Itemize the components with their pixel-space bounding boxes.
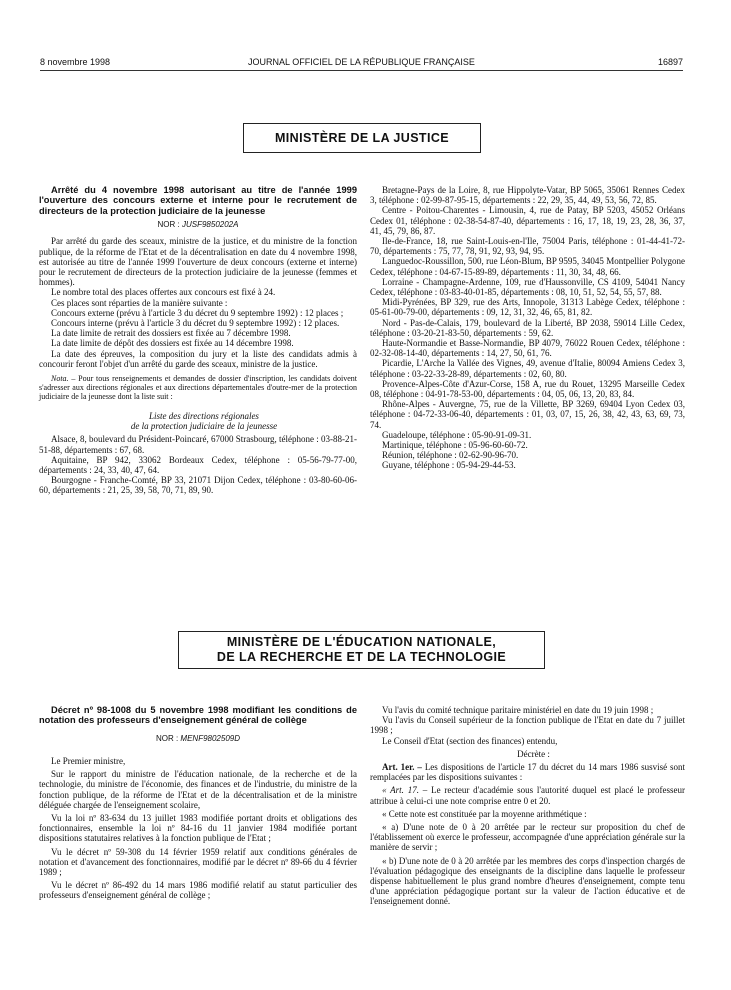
paragraph: Le nombre total des places offertes aux concours est fixé à 24. [51,287,276,298]
ministry-heading-line1: MINISTÈRE DE L'ÉDUCATION NATIONALE, [226,635,497,649]
running-header [40,57,683,71]
paragraph: Concours externe (prévu à l'article 3 du décret du 9 septembre 1992) : 12 places ; [51,307,344,318]
paragraph: Le Conseil d'Etat (section des finances) entendu, [382,735,558,746]
paragraph: « b) D'une note de 0 à 20 arrêtée par les membres des corps d'inspection chargés de l'évaluation pédagogique des enseignants de la discipline dans laquelle le professeur dispense habituellement le plus grand nombre d'heures d'enseignement, compte tenu d'une appréciation pédagogique portant sur la valeur de l'action éducative et de l'enseignement donné. [370,855,685,907]
direction-entry: Aquitaine, BP 942, 33062 Bordeaux Cedex, téléphone : 05-56-79-77-00, départements : 24, 33, 40, 47, 64. [39,454,357,476]
article1-note: Nota. – Pour tous renseignements et demandes de dossier d'inscription, les candidats doivent s'adresser aux directions régionales et aux directions départementales d'outre-mer de la protection judiciaire de la jeunesse dont la liste suit : [39,374,358,402]
direction-entry: Rhône-Alpes - Auvergne, 75, rue de la Villette, BP 3269, 69404 Lyon Cedex 03, téléphone : 04-72-33-06-40, départements : 01, 03, 07, 15, 26, 38, 42, 43, 63, 69, 73, 74. [370,399,685,430]
article1-body [39,236,357,369]
paragraph: Ces places sont réparties de la manière suivante : [51,297,228,308]
directions-list-title-2: de la protection judiciaire de la jeunesse [130,421,278,432]
article2-title: Décret nº 98-1008 du 5 novembre 1998 modifiant les conditions de notation des professeurs d'enseignement général de collège [39,705,357,726]
ministry-heading-education [178,631,545,669]
paragraph: La date limite de retrait des dossiers est fixée au 7 décembre 1998. [51,328,291,339]
directions-list-title-1: Liste des directions régionales [149,411,259,422]
direction-entry: Midi-Pyrénées, BP 329, rue des Arts, Innopole, 31313 Labège Cedex, téléphone : 05-61-00-79-00, départements : 09, 12, 31, 32, 46, 65, 81, 82. [370,297,685,318]
direction-entry: Provence-Alpes-Côte d'Azur-Corse, 158 A, rue du Rouet, 13295 Marseille Cedex 08, téléphone : 04-91-78-53-00, départements : 04, 05, 06, 13, 20, 83, 84. [370,378,685,400]
header-rule [40,70,683,71]
paragraph: Vu le décret nº 86-492 du 14 mars 1986 modifié relatif au statut particulier des professeurs d'enseignement général de collège ; [39,880,357,901]
paragraph: Vu l'avis du comité technique paritaire ministériel en date du 19 juin 1998 ; [382,705,654,715]
article1-title: Arrêté du 4 novembre 1998 autorisant au titre de l'année 1999 l'ouverture des concours externe et interne pour le recrutement de directeurs de la protection judiciaire de la jeunesse [39,185,357,216]
direction-entry: Languedoc-Roussillon, 500, rue Léon-Blum, BP 9595, 34045 Montpellier Polygone Cedex, téléphone : 04-67-15-89-89, départements : 11, 30, 34, 48, 66. [370,256,685,277]
article2-left-column [39,705,357,901]
paragraph: Le Premier ministre, [51,756,126,767]
direction-entry: Bretagne-Pays de la Loire, 8, rue Hippolyte-Vatar, BP 5065, 35061 Rennes Cedex 3, téléphone : 02-99-87-95-15, départements : 22, 29, 35, 44, 49, 53, 56, 72, 85. [370,185,685,206]
direction-entry: Bourgogne - Franche-Comté, BP 33, 21071 Dijon Cedex, téléphone : 03-80-60-06-60, départements : 21, 25, 39, 58, 70, 71, 89, 90. [39,475,357,496]
direction-entry: Nord - Pas-de-Calais, 179, boulevard de la Liberté, BP 2038, 59014 Lille Cedex, téléphone : 03-20-21-83-50, départements : 59, 62. [370,317,685,338]
ministry-heading-line2: DE LA RECHERCHE ET DE LA TECHNOLOGIE [216,650,507,664]
article-1er: Art. 1er. – Les dispositions de l'article 17 du décret du 14 mars 1986 susvisé sont remplacées par les dispositions suivantes : [370,762,685,783]
direction-entry: Alsace, 8, boulevard du Président-Poincaré, 67000 Strasbourg, téléphone : 03-88-21-51-88, départements : 67, 68. [39,434,358,455]
article1-nor: NOR : JUSF9850202A [157,220,239,230]
direction-entry: Haute-Normandie et Basse-Normandie, BP 4079, 76022 Rouen Cedex, téléphone : 02-32-08-14-40, départements : 14, 27, 50, 61, 76. [370,338,685,359]
article-17: « Art. 17. – Le recteur d'académie sous l'autorité duquel est placé le professeur attribue à celui-ci une note comprise entre 0 et 20. [370,785,685,806]
ministry-heading-justice: MINISTÈRE DE LA JUSTICE [243,123,481,153]
paragraph: La date des épreuves, la composition du jury et la liste des candidats admis à concourir feront l'objet d'un arrêté du garde des sceaux, ministre de la justice. [39,348,357,369]
paragraph: Vu le décret nº 59-308 du 14 février 1959 relatif aux conditions générales de notation et d'avancement des fonctionnaires, modifié par le décret nº 89-66 du 4 février 1989 ; [39,846,357,878]
paragraph: La date limite de dépôt des dossiers est fixée au 14 décembre 1998. [51,338,294,349]
article1-left-column [39,185,357,496]
header-journal-title: JOURNAL OFFICIEL DE LA RÉPUBLIQUE FRANÇAISE [248,57,475,67]
direction-entry: Réunion, téléphone : 02-62-90-96-70. [382,450,519,461]
paragraph: Concours interne (prévu à l'article 3 du décret du 9 septembre 1992) : 12 places. [51,318,340,329]
paragraph: Vu l'avis du Conseil supérieur de la fonction publique de l'Etat en date du 7 juillet 1998 ; [370,715,685,736]
article2-right-column [370,705,685,907]
article2-nor: NOR : MENF9802509D [155,733,241,743]
direction-entry: Picardie, L'Arche la Vallée des Vignes, 49, avenue d'Italie, 80094 Amiens Cedex 3, téléphone : 03-22-33-28-89, départements : 02, 60, 80. [370,358,685,379]
paragraph: Sur le rapport du ministre de l'éducation nationale, de la recherche et de la technologie, du ministre de l'économie, des finances et de l'industrie, du ministre de la fonction publique, de la réforme de l'Etat et de la décentralisation et de la ministre déléguée chargée de l'enseignement scolaire, [39,769,357,810]
paragraph: Par arrêté du garde des sceaux, ministre de la justice, et du ministre de la fonction publique, de la réforme de l'Etat et de la décentralisation en date du 4 novembre 1998, est autorisée au titre de l'année 1999 l'ouverture de deux concours (externe et interne) pour le recrutement de directeurs de la protection judiciaire de la jeunesse (femmes et hommes). [39,236,357,288]
paragraph: « a) D'une note de 0 à 20 arrêtée par le recteur sur proposition du chef de l'établissement où exerce le professeur, accompagnée d'une appréciation générale sur la manière de servir ; [370,822,685,853]
header-page-number: 16897 [657,57,683,67]
article1-right-column [370,185,685,471]
paragraph: « Cette note est constituée par la moyenne arithmétique : [382,808,587,819]
direction-entry: Ile-de-France, 18, rue Saint-Louis-en-l'Ile, 75004 Paris, téléphone : 01-44-41-72-70, départements : 75, 77, 78, 91, 92, 93, 94, 95. [370,236,685,257]
direction-entry: Centre - Poitou-Charentes - Limousin, 4, rue de Patay, BP 5203, 45052 Orléans Cedex 01, téléphone : 02-38-54-87-40, départements : 16, 17, 18, 19, 23, 28, 36, 37, 41, 45, 79, 86, 87. [370,205,685,236]
decrete-heading: Décrète : [517,748,550,759]
paragraph: Vu la loi nº 83-634 du 13 juillet 1983 modifiée portant droits et obligations des fonctionnaires, ensemble la loi nº 84-16 du 11 janvier 1984 modifiée portant dispositions statutaires relatives à la fonction publique de l'Etat ; [39,813,357,844]
header-date: 8 novembre 1998 [40,57,111,67]
direction-entry: Lorraine - Champagne-Ardenne, 109, rue d'Haussonville, CS 4109, 54041 Nancy Cedex, téléphone : 03-83-40-01-85, départements : 08, 10, 51, 52, 54, 55, 57, 88. [370,276,685,298]
direction-entry: Guadeloupe, téléphone : 05-90-91-09-31. [382,429,532,440]
direction-entry: Guyane, téléphone : 05-94-29-44-53. [382,460,516,471]
direction-entry: Martinique, téléphone : 05-96-60-60-72. [382,440,528,451]
